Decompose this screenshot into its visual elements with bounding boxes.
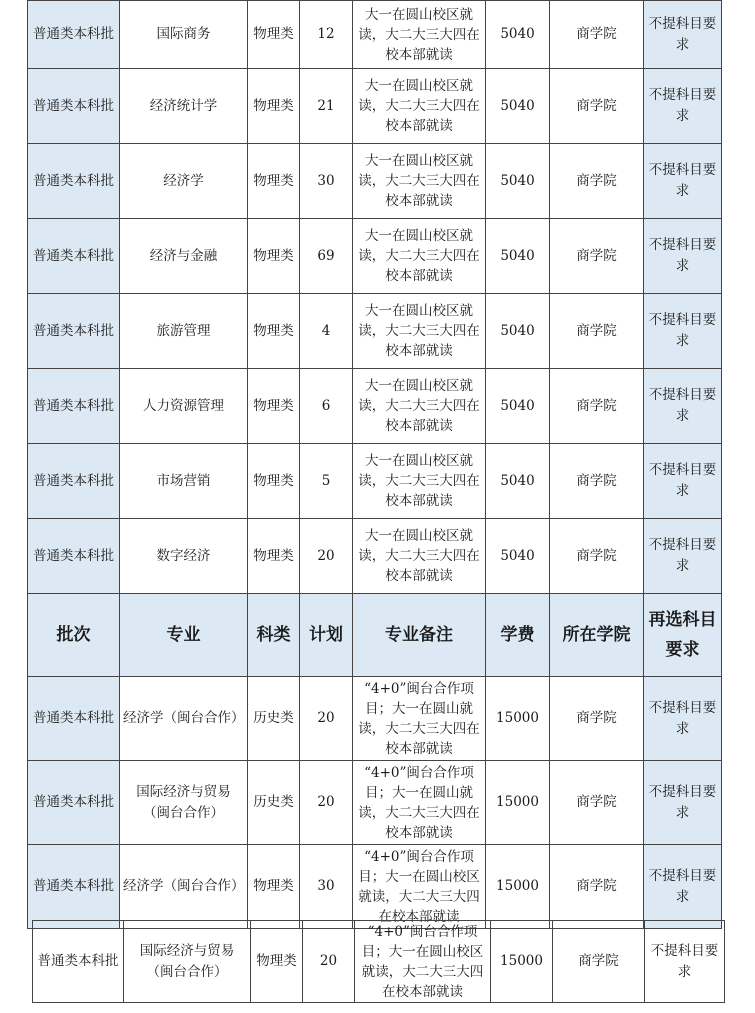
category-cell: 物理类 [248, 845, 300, 929]
header-college: 所在学院 [550, 594, 644, 677]
category-cell: 物理类 [248, 144, 300, 219]
college-cell: 商学院 [550, 444, 644, 519]
table-row [28, 677, 722, 761]
note-cell: 大一在圆山校区就读，大二大三大四在校本部就读 [353, 144, 486, 219]
plan-cell: 12 [300, 1, 353, 69]
category-cell: 物理类 [251, 921, 303, 1003]
major-cell: 市场营销 [120, 444, 248, 519]
table-row [28, 845, 722, 929]
header-note: 专业备注 [353, 594, 486, 677]
fee-cell: 5040 [486, 1, 550, 69]
requirement-cell: 不提科目要求 [644, 219, 722, 294]
plan-cell: 20 [303, 921, 355, 1003]
fee-cell: 5040 [486, 519, 550, 594]
header-major: 专业 [120, 594, 248, 677]
major-cell: 经济学 [120, 144, 248, 219]
major-cell: 经济学（闽台合作） [120, 845, 248, 929]
table-row [28, 519, 722, 594]
header-batch: 批次 [28, 594, 120, 677]
college-cell: 商学院 [550, 219, 644, 294]
plan-cell: 30 [300, 144, 353, 219]
major-cell: 国际经济与贸易（闽台合作） [120, 761, 248, 845]
requirement-cell: 不提科目要求 [644, 761, 722, 845]
requirement-cell: 不提科目要求 [644, 677, 722, 761]
fee-cell: 5040 [486, 144, 550, 219]
fee-cell: 15000 [491, 921, 553, 1003]
major-cell: 经济学（闽台合作） [120, 677, 248, 761]
batch-cell: 普通类本科批 [33, 921, 124, 1003]
plan-cell: 4 [300, 294, 353, 369]
category-cell: 物理类 [248, 369, 300, 444]
fee-cell: 15000 [486, 845, 550, 929]
fee-cell: 5040 [486, 294, 550, 369]
batch-cell: 普通类本科批 [28, 761, 120, 845]
batch-cell: 普通类本科批 [28, 294, 120, 369]
college-cell: 商学院 [550, 369, 644, 444]
college-cell: 商学院 [550, 144, 644, 219]
header-row [28, 594, 722, 677]
table-row [28, 69, 722, 144]
plan-cell: 20 [300, 519, 353, 594]
major-cell: 人力资源管理 [120, 369, 248, 444]
plan-cell: 69 [300, 219, 353, 294]
table-row [28, 219, 722, 294]
table-row [28, 144, 722, 219]
category-cell: 历史类 [248, 677, 300, 761]
header-requirement: 再选科目要求 [644, 594, 722, 677]
admission-table [27, 0, 722, 929]
major-cell: 经济与金融 [120, 219, 248, 294]
batch-cell: 普通类本科批 [28, 845, 120, 929]
college-cell: 商学院 [550, 845, 644, 929]
major-cell: 经济统计学 [120, 69, 248, 144]
major-cell: 旅游管理 [120, 294, 248, 369]
plan-cell: 20 [300, 677, 353, 761]
requirement-cell: 不提科目要求 [644, 845, 722, 929]
batch-cell: 普通类本科批 [28, 519, 120, 594]
batch-cell: 普通类本科批 [28, 219, 120, 294]
table-row [28, 294, 722, 369]
note-cell: 大一在圆山校区就读，大二大三大四在校本部就读 [353, 519, 486, 594]
batch-cell: 普通类本科批 [28, 69, 120, 144]
batch-cell: 普通类本科批 [28, 444, 120, 519]
category-cell: 物理类 [248, 1, 300, 69]
header-plan: 计划 [300, 594, 353, 677]
college-cell: 商学院 [550, 761, 644, 845]
table-row [28, 761, 722, 845]
requirement-cell: 不提科目要求 [644, 1, 722, 69]
college-cell: 商学院 [550, 1, 644, 69]
college-cell: 商学院 [550, 294, 644, 369]
note-cell: “4+0”闽台合作项目；大一在圆山就读，大二大三大四在校本部就读 [353, 761, 486, 845]
note-cell: “4+0”闽台合作项目；大一在圆山校区就读，大二大三大四在校本部就读 [355, 921, 491, 1003]
requirement-cell: 不提科目要求 [644, 69, 722, 144]
requirement-cell: 不提科目要求 [644, 294, 722, 369]
note-cell: 大一在圆山校区就读，大二大三大四在校本部就读 [353, 369, 486, 444]
note-cell: 大一在圆山校区就读，大二大三大四在校本部就读 [353, 1, 486, 69]
admission-table-continued [32, 920, 725, 1003]
fee-cell: 5040 [486, 369, 550, 444]
batch-cell: 普通类本科批 [28, 677, 120, 761]
batch-cell: 普通类本科批 [28, 369, 120, 444]
plan-cell: 20 [300, 761, 353, 845]
header-category: 科类 [248, 594, 300, 677]
major-cell: 国际经济与贸易（闽台合作） [124, 921, 251, 1003]
fee-cell: 5040 [486, 69, 550, 144]
category-cell: 物理类 [248, 219, 300, 294]
plan-cell: 5 [300, 444, 353, 519]
note-cell: “4+0”闽台合作项目；大一在圆山校区就读，大二大三大四在校本部就读 [353, 845, 486, 929]
note-cell: 大一在圆山校区就读，大二大三大四在校本部就读 [353, 69, 486, 144]
note-cell: “4+0”闽台合作项目；大一在圆山就读，大二大三大四在校本部就读 [353, 677, 486, 761]
note-cell: 大一在圆山校区就读，大二大三大四在校本部就读 [353, 444, 486, 519]
requirement-cell: 不提科目要求 [645, 921, 725, 1003]
table-row [28, 369, 722, 444]
major-cell: 国际商务 [120, 1, 248, 69]
table-row [28, 1, 722, 69]
college-cell: 商学院 [550, 69, 644, 144]
batch-cell: 普通类本科批 [28, 144, 120, 219]
fee-cell: 15000 [486, 677, 550, 761]
category-cell: 物理类 [248, 519, 300, 594]
requirement-cell: 不提科目要求 [644, 369, 722, 444]
major-cell: 数字经济 [120, 519, 248, 594]
plan-cell: 30 [300, 845, 353, 929]
table-row [33, 921, 725, 1003]
batch-cell: 普通类本科批 [28, 1, 120, 69]
college-cell: 商学院 [550, 677, 644, 761]
header-fee: 学费 [486, 594, 550, 677]
category-cell: 历史类 [248, 761, 300, 845]
requirement-cell: 不提科目要求 [644, 444, 722, 519]
note-cell: 大一在圆山校区就读，大二大三大四在校本部就读 [353, 294, 486, 369]
plan-cell: 21 [300, 69, 353, 144]
college-cell: 商学院 [553, 921, 645, 1003]
table-row [28, 444, 722, 519]
fee-cell: 5040 [486, 219, 550, 294]
category-cell: 物理类 [248, 294, 300, 369]
category-cell: 物理类 [248, 444, 300, 519]
plan-cell: 6 [300, 369, 353, 444]
college-cell: 商学院 [550, 519, 644, 594]
requirement-cell: 不提科目要求 [644, 144, 722, 219]
requirement-cell: 不提科目要求 [644, 519, 722, 594]
category-cell: 物理类 [248, 69, 300, 144]
fee-cell: 15000 [486, 761, 550, 845]
note-cell: 大一在圆山校区就读，大二大三大四在校本部就读 [353, 219, 486, 294]
fee-cell: 5040 [486, 444, 550, 519]
